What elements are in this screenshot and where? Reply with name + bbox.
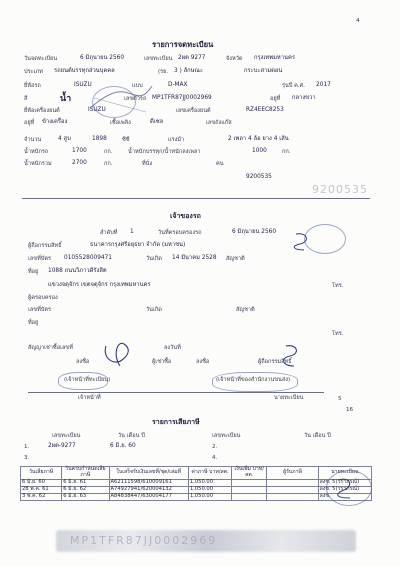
load-unit: กก. bbox=[282, 149, 291, 155]
tax-cell: A62111598/610009161 bbox=[109, 479, 188, 486]
tel2-label: โทร. bbox=[332, 331, 344, 337]
owner-stamp bbox=[304, 224, 346, 254]
rod-label: (รย. bbox=[158, 69, 169, 75]
contract-date-label: ลงวันที่ bbox=[164, 345, 181, 351]
tax-num-4: 4. bbox=[212, 455, 218, 461]
engine-brand: ISUZU bbox=[88, 107, 106, 113]
tax-cell: 1,050.00 bbox=[188, 479, 231, 486]
id-number: 0105528009471 bbox=[64, 255, 112, 261]
province-label: จังหวัด bbox=[226, 56, 243, 62]
sign-bottom-left: (เจ้าหน้าที่ทะเบียน) bbox=[64, 377, 111, 383]
born: 14 มีนาคม 2528 bbox=[172, 255, 217, 261]
tax-cell: 6 มิ.ย. 61 bbox=[62, 479, 109, 486]
tax-cell: 6 มิ.ย. 62 bbox=[62, 486, 109, 493]
load: 1000 bbox=[252, 148, 267, 154]
tax-cell: 1,050.00 bbox=[188, 493, 231, 500]
model-label: แบบ bbox=[132, 83, 143, 89]
year: 2017 bbox=[316, 82, 331, 88]
possession-label: วันที่ครอบครองรถ bbox=[158, 230, 202, 236]
chassis-number: MP1TFR87JJ0002969 bbox=[152, 95, 212, 101]
owner-title: เจ้าของรถ bbox=[170, 212, 201, 220]
chassis-watermark: MP1TFR87JJ0002969 bbox=[70, 534, 218, 547]
tel-label: โทร. bbox=[332, 283, 344, 289]
tax-cell: 28 พ.ค. 61 bbox=[21, 486, 62, 493]
tax-cell: 6 มิ.ย. 60 bbox=[21, 479, 62, 486]
holder: ธนาคารกรุงศรีอยุธยา จำกัด (มหาชน) bbox=[90, 242, 186, 248]
plate: 2ผต 9277 bbox=[178, 55, 206, 61]
tax-cell: 3 พ.ค. 62 bbox=[21, 493, 62, 500]
id-label: เลขที่บัตร bbox=[28, 256, 52, 262]
tax-num-2: 2. bbox=[212, 444, 218, 450]
tax-cell: 6 มิ.ย. 63 bbox=[62, 493, 109, 500]
holder-label: ผู้ถือกรรมสิทธิ์ bbox=[28, 243, 62, 249]
tax-cell: A84838447/630004177 bbox=[109, 493, 188, 500]
tax-num-3: 3. bbox=[24, 455, 30, 461]
engine-brand-label: ยี่ห้อเครื่องยนต์ bbox=[24, 108, 60, 114]
year-label: รุ่นปี ค.ศ. bbox=[282, 83, 306, 89]
load-label: น้ำหนักบรรทุก/น้ำหนักลงเพลา bbox=[128, 149, 201, 155]
tax-header-cell: ผู้รับภาษี bbox=[267, 467, 318, 480]
table-row bbox=[21, 493, 372, 500]
engine-loc-label: อยู่ที่ bbox=[24, 120, 35, 126]
nation2-label: สัญชาติ bbox=[236, 307, 255, 313]
rod: 3 ) ลักษณะ bbox=[174, 68, 204, 74]
hp-label: แรงม้า bbox=[168, 137, 185, 143]
chassis-label: เลขตัวรถ bbox=[124, 96, 147, 102]
serial-number: 9200535 bbox=[246, 174, 272, 180]
tax-header-cell: เงินเพิ่ม บาท/สต. bbox=[232, 467, 267, 480]
seats-unit: คน bbox=[216, 161, 224, 167]
possession-date: 6 มิถุนายน 2560 bbox=[232, 229, 277, 235]
tax-header-cell: วันครบกำหนดเสียภาษี bbox=[62, 467, 109, 480]
tax-plate2-label: เลขทะเบียน bbox=[212, 433, 241, 439]
brand: ISUZU bbox=[74, 82, 92, 88]
tax-date: 6 มิ.ย. 60 bbox=[110, 443, 136, 449]
tax-cell bbox=[267, 486, 318, 493]
engine-number: RZ4EEC8253 bbox=[246, 107, 284, 113]
id2-label: เลขที่บัตร bbox=[28, 307, 52, 313]
tax-cell: ลงช. bbox=[318, 493, 371, 500]
fuel-label: เชื้อเพลิง bbox=[110, 120, 131, 126]
axles: 2 เพลา 4 ล้อ ยาง 4 เส้น bbox=[228, 136, 289, 142]
tax-cell: 1,050.00 bbox=[188, 486, 231, 493]
weight-label: น้ำหนักรถ bbox=[24, 149, 49, 155]
seq-label: ลำดับที่ bbox=[100, 230, 118, 236]
tax-title: รายการเสียภาษี bbox=[152, 418, 200, 426]
gross-unit: กก. bbox=[104, 161, 113, 167]
tax-cell: A74927941/620004132 bbox=[109, 486, 188, 493]
section-divider bbox=[22, 198, 370, 199]
weight-unit: กก. bbox=[104, 149, 113, 155]
address-line2: แขวงจตุจักร เขตจตุจักร กรุงเทพมหานคร bbox=[48, 282, 151, 288]
possessor-label: ผู้ครอบครอง bbox=[28, 295, 58, 301]
gas-label: เลขถังแก๊ส bbox=[206, 120, 232, 126]
cc-label: ซีซี bbox=[122, 137, 130, 143]
weight: 1700 bbox=[72, 148, 87, 154]
province: กรุงเทพมหานคร bbox=[254, 55, 295, 61]
signature-left bbox=[100, 340, 150, 370]
signature-right bbox=[276, 340, 316, 370]
body-look: กระบะสามตอน bbox=[244, 68, 283, 74]
seats-label: ที่นั่ง bbox=[142, 161, 153, 167]
tax-cell: ลงช. 5(วราภรณ์) bbox=[318, 479, 371, 486]
tax-header-cell: นายทะเบียน bbox=[318, 467, 371, 480]
engine-no-label: เลขเครื่องยนต์ bbox=[176, 108, 211, 114]
brand-label: ยี่ห้อรถ bbox=[24, 83, 41, 89]
tax-cell bbox=[232, 486, 267, 493]
tax-date-label: วัน เดือน ปี bbox=[118, 433, 145, 439]
tax-header-cell: ใบเสร็จรับเงินเลขที่/ชุด/เล่มที่ bbox=[109, 467, 188, 480]
tax-table bbox=[20, 466, 372, 501]
tax-cell bbox=[232, 493, 267, 500]
officer-divider bbox=[28, 392, 324, 393]
tax-cell bbox=[267, 479, 318, 486]
page-mark-2: 16 bbox=[346, 407, 354, 413]
reg-date: 6 มิถุนายน 2560 bbox=[80, 55, 125, 61]
sign-left-label: ลงชื่อ bbox=[76, 359, 90, 365]
cc: 1898 bbox=[92, 136, 107, 142]
stamp-scrawl bbox=[86, 78, 156, 118]
seq: 1 bbox=[130, 229, 134, 235]
address-line1: 1088 ถนนวิภาวดีรังสิต bbox=[48, 268, 107, 274]
chassis-loc-label: อยู่ที่ bbox=[270, 96, 281, 102]
color: น้ำ bbox=[60, 94, 72, 104]
reg-date-label: วันจดทะเบียน bbox=[24, 56, 58, 62]
cylinders: 4 สูบ bbox=[58, 136, 71, 142]
fuel: ดีเซล bbox=[150, 119, 164, 125]
chassis-location: กลางขวา bbox=[292, 95, 316, 101]
born-label: วันเกิด bbox=[146, 256, 162, 262]
tax-cell bbox=[267, 493, 318, 500]
officer-left: เจ้าหน้าที่ bbox=[78, 395, 101, 401]
addr3-label: ที่อยู่ bbox=[28, 320, 39, 326]
sign-mid-role: ผู้ถือกรรมสิทธิ์ bbox=[258, 359, 292, 365]
tax-plate: 2ผต-9277 bbox=[48, 443, 76, 449]
tax-cell bbox=[232, 479, 267, 486]
sign-mid-label: ลงชื่อ bbox=[196, 359, 210, 365]
color-label: สี bbox=[24, 96, 28, 102]
sign-left-role: ผู้เช่าซื้อ bbox=[152, 359, 172, 365]
type-label: ประเภท bbox=[24, 69, 43, 75]
tax-plate-label: เลขทะเบียน bbox=[52, 433, 81, 439]
registration-title: รายการจดทะเบียน bbox=[152, 40, 214, 49]
tax-header-row bbox=[21, 467, 372, 480]
officer-right: นายทะเบียน bbox=[274, 395, 304, 401]
vehicle-type: รถยนต์บรรทุกส่วนบุคคล bbox=[54, 68, 115, 74]
addr-label: ที่อยู่ bbox=[28, 269, 39, 275]
tax-header-cell: วันเสียภาษี bbox=[21, 467, 62, 480]
gross-label: น้ำหนักรวม bbox=[24, 161, 52, 167]
contract-label: สัญญาเช่าซื้อเลขที่ bbox=[28, 345, 73, 351]
tax-header-cell: ค่าภาษี บาท/สต. bbox=[188, 467, 231, 480]
model: D-MAX bbox=[168, 82, 188, 88]
nation-label: สัญชาติ bbox=[226, 256, 245, 262]
plate-label: เลขทะเบียน bbox=[144, 56, 173, 62]
tax-date2-label: วัน เดือน ปี bbox=[304, 433, 331, 439]
page-mark-1: 5 bbox=[338, 396, 342, 402]
cyl-label: จำนวน bbox=[24, 137, 42, 143]
engine-location: ข้างเครื่อง bbox=[42, 119, 68, 125]
tax-cell: ลงช. 5(วราภรณ์) bbox=[318, 486, 371, 493]
born2-label: วันเกิด bbox=[146, 307, 162, 313]
sign-bottom-right: (เจ้าหน้าที่ของสำนักงานขนส่ง) bbox=[216, 377, 291, 383]
corner-mark: 4 bbox=[356, 18, 360, 24]
tax-signature bbox=[330, 474, 370, 502]
serial-watermark: 9200535 bbox=[312, 183, 368, 196]
tax-num-1: 1. bbox=[24, 444, 30, 450]
gross-weight: 2700 bbox=[72, 160, 87, 166]
